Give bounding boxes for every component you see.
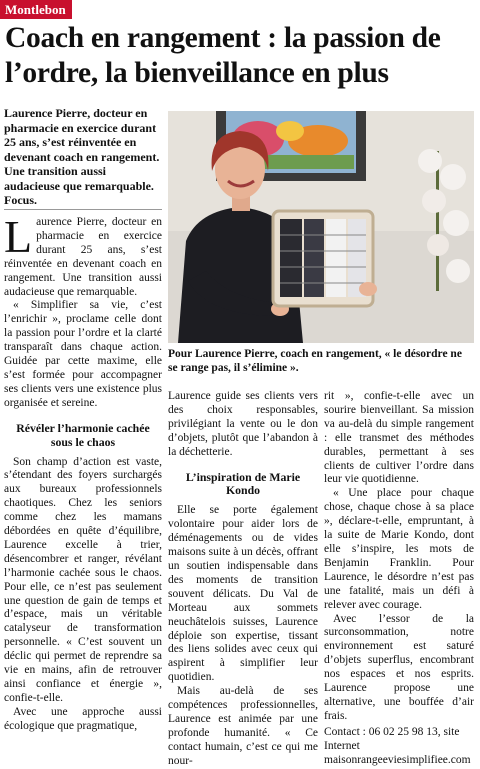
paragraph: Avec l’essor de la surconsommation, notre environnement est saturé d’objets superflus, encombrant nos espaces et nos esprits. Laurence propose une alternative, une bouffée d’air frais. — [324, 612, 474, 722]
column-3 — [324, 390, 474, 767]
paragraph: Mais au-delà de ses compétences professionnelles, Laurence est animée par une profonde humanité. « Ce contact humain, c’est ce qui me nour- — [168, 685, 318, 767]
contact-info: Contact : 06 02 25 98 13, site Internet maisonrangeeviesimplifiee.com — [324, 725, 471, 766]
column-1 — [4, 211, 162, 734]
paragraph: Laurence guide ses clients vers des choix responsables, privilégiant la vente ou le don d’objets, plutôt que l’abandon à la déchetterie. — [168, 390, 318, 458]
photo-caption: Pour Laurence Pierre, coach en rangement, « le désordre ne se range pas, il s’élimine ». — [168, 348, 462, 374]
section-tag: Montlebon — [0, 0, 72, 19]
divider — [4, 209, 162, 210]
paragraph: rit », confie-t-elle avec un sourire bienveillant. Sa mission va au-delà du simple rangement : elle transmet des méthodes durables, permettant à ses clients de cultiver l’ordre dans leur vie quotidienne. — [324, 390, 474, 486]
paragraph: Son champ d’action est vaste, s’étendant des foyers surchargés aux bureaux professionnels chaotiques. Chez les seniors comme chez les mamans débordées en quête d’équilibre, Laurence excelle à trier, désencombrer et ranger, révélant l’harmonie cachée sous le chaos. Pour elle, ce n’est pas seulement une question de gain de temps et d’espace, mais un véritable catalyseur de transformation personnelle. « C’est souvent un déclic qui permet de reprendre sa vie en mains, afin de retrouver ainsi confiance et énergie », confie-t-elle. — [4, 455, 162, 704]
drop-cap: L — [4, 211, 33, 262]
column-2 — [168, 390, 318, 769]
paragraph: « Une place pour chaque chose, chaque chose à sa place », déclare-t-elle, empruntant, à la suite de Marie Kondo, dont elle s’inspire, les mots de Benjamin Franklin. Pour Laurence, le désordre n’est pas une fatalité, mais un défi à relever avec courage. — [324, 487, 474, 611]
subhead: L’inspiration de Marie Kondo — [185, 469, 301, 498]
paragraph-text: aurence Pierre, docteur en pharmacie en exercice durant 25 ans, s’est réinventée en devenant coach en rangement. Une transition aussi audacieuse que remarquable. — [4, 216, 162, 298]
paragraph: « Simplifier sa vie, c’est l’enrichir », proclame celle dont la passion pour l’ordre et la clarté transparaît dans chaque action. Guidée par cette maxime, elle s’est formée pour accompagner ses clients vers une existence plus organisée et sereine. — [4, 299, 162, 409]
subhead: Révéler l’harmonie cachée sous le chaos — [16, 420, 150, 449]
article-photo — [168, 111, 474, 343]
headline: Coach en rangement : la passion de l’ordre, la bienveillance en plus — [5, 22, 441, 89]
paragraph: Avec une approche aussi écologique que pragmatique, — [4, 705, 162, 732]
photo-illustration — [168, 111, 474, 343]
lede: Laurence Pierre, docteur en pharmacie en exercice durant 25 ans, s’est réinventée en devenant coach en rangement. Une transition aussi audacieuse que remarquable. Focus. — [4, 106, 160, 207]
paragraph: Elle se porte également volontaire pour aider lors de déménagements ou de vides maisons suite à un décès, offrant un soutien indispensable dans des moments de transition souvent délicats. Du Val de Morteau aux sommets neuchâtelois suisses, Laurence déploie son expertise, tissant des liens solides avec ceux qui aspirent à simplifier leur quotidien. — [168, 504, 318, 684]
paragraph — [4, 211, 162, 299]
